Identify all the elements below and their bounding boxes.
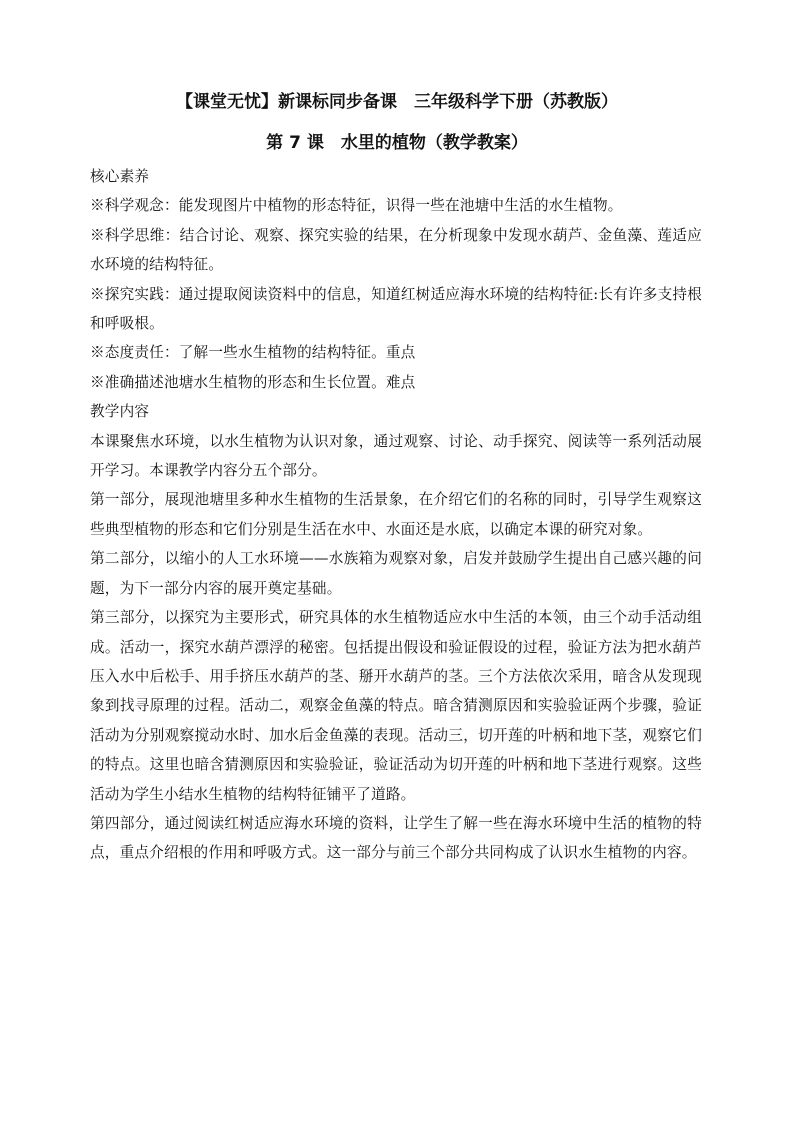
core-literacy-item: ※态度责任：了解一些水生植物的结构特征。重点 [90,344,416,362]
content-paragraph: 第二部分，以缩小的人工水环境——水族箱为观察对象，启发并鼓励学生提出自己感兴趣的问题，为下一部分内容的展开奠定基础。 [90,550,702,597]
core-literacy-item: ※探究实践：通过提取阅读资料中的信息，知道红树适应海水环境的结构特征:长有许多支持根和呼吸根。 [90,285,702,333]
content-paragraph: 第一部分，展现池塘里多种水生植物的生活景象，在介绍它们的名称的同时，引导学生观察这些典型植物的形态和它们分别是生活在水中、水面还是水底，以确定本课的研究对象。 [90,491,702,538]
document-body [90,162,702,868]
document-title: 【课堂无忧】新课标同步备课 三年级科学下册（苏教版） [176,92,618,112]
content-paragraph: 本课聚焦水环境，以水生植物为认识对象，通过观察、讨论、动手探究、阅读等一系列活动展开学习。本课教学内容分五个部分。 [90,432,702,480]
section-heading-teaching-content: 教学内容 [90,403,150,421]
content-paragraph: 第四部分，通过阅读红树适应海水环境的资料，让学生了解一些在海水环境中生活的植物的特点，重点介绍根的作用和呼吸方式。这一部分与前三个部分共同构成了认识水生植物的内容。 [90,814,702,862]
lesson-title: 第 7 课 水里的植物（教学教案） [266,133,528,153]
section-heading-core-literacy: 核心素养 [90,168,150,185]
core-literacy-item: ※科学观念：能发现图片中植物的形态特征，识得一些在池塘中生活的水生植物。 [90,197,623,215]
core-literacy-item: ※科学思维：结合讨论、观察、探究实验的结果，在分析现象中发现水葫芦、金鱼藻、莲适应水环境的结构特征。 [90,226,702,274]
core-literacy-item: ※准确描述池塘水生植物的形态和生长位置。难点 [90,373,416,391]
content-paragraph: 第三部分，以探究为主要形式，研究具体的水生植物适应水中生活的本领，由三个动手活动组成。活动一，探究水葫芦漂浮的秘密。包括提出假设和验证假设的过程，验证方法为把水葫芦压入水中后松手、用手挤压水葫芦的茎、掰开水葫芦的茎。三个方法依次采用，暗含从发现现象到找寻原理的过程。活动二，观察金鱼藻的特点。暗含猜测原因和实验验证两个步骤，验证活动为分别观察搅动水时、加水后金鱼藻的表现。活动三，切开莲的叶柄和地下茎，观察它们的特点。这里也暗含猜测原因和实验验证，验证活动为切开莲的叶柄和地下茎进行观察。这些活动为学生小结水生植物的结构特征铺平了道路。 [90,609,702,803]
